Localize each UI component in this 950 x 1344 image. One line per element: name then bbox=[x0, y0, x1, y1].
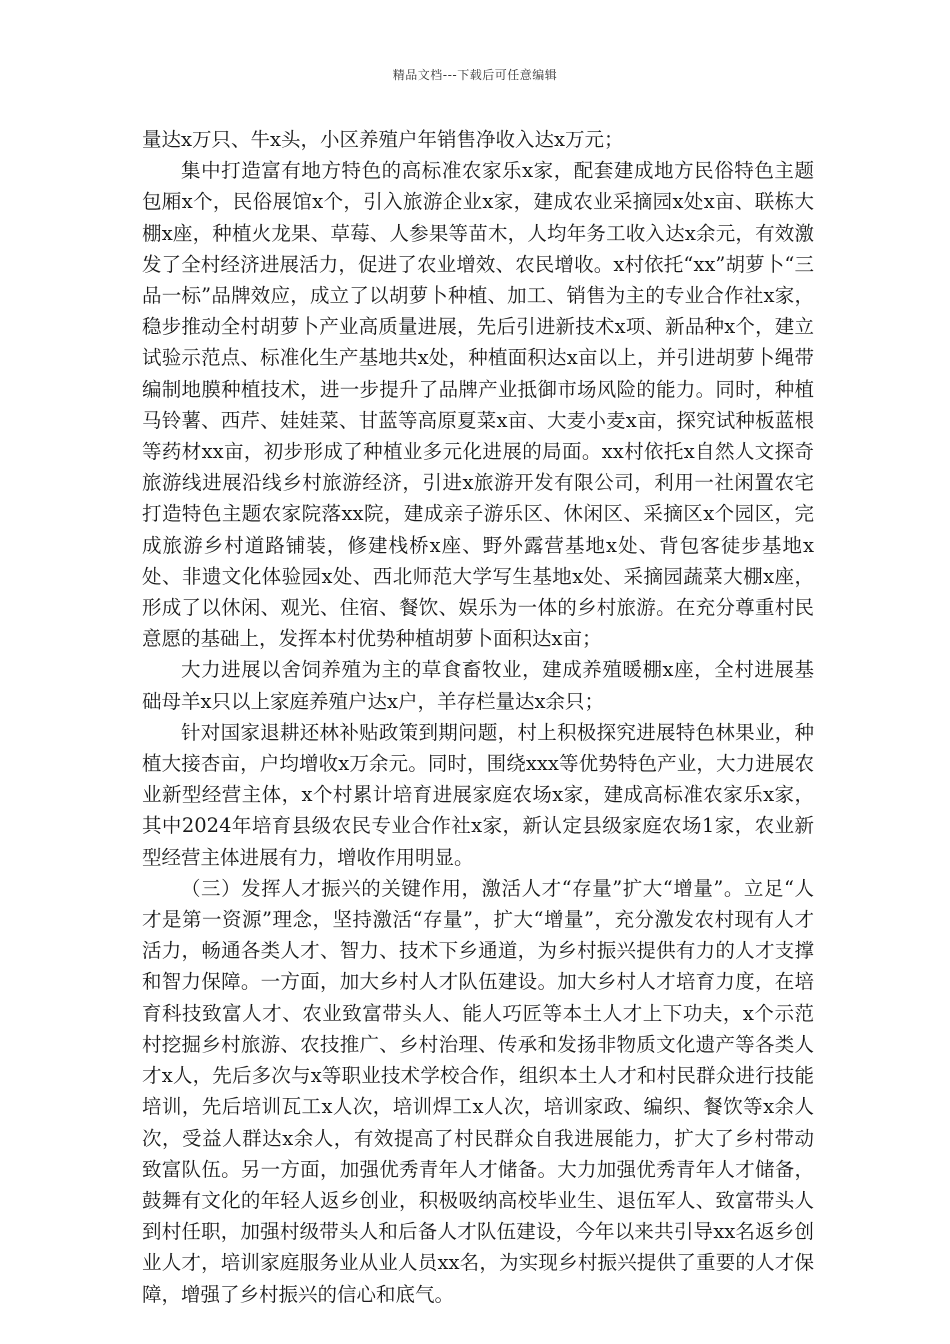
page-header: 精品文档---下载后可任意编辑 bbox=[392, 68, 558, 82]
paragraph-2: 集中打造富有地方特色的高标准农家乐x家，配套建成地方民俗特色主题包厢x个，民俗展馆x个，引入旅游企业x家，建成农业采摘园x处x亩、联栋大棚x座，种植火龙果、草莓、人参果等苗木，人均年务工收入达x余元，有效激发了全村经济进展活力，促进了农业增效、农民增收。x村依托“xx”胡萝卜“三品一标”品牌效应，成立了以胡萝卜种植、加工、销售为主的专业合作社x家，稳步推动全村胡萝卜产业高质量进展，先后引进新技术x项、新品种x个，建立试验示范点、标准化生产基地共x处，种植面积达x亩以上，并引进胡萝卜绳带编制地膜种植技术，进一步提升了品牌产业抵御市场风险的能力。同时，种植马铃薯、西芹、娃娃菜、甘蓝等高原夏菜x亩、大麦小麦x亩，探究试种板蓝根等药材xx亩，初步形成了种植业多元化进展的局面。xx村依托x自然人文探奇旅游线进展沿线乡村旅游经济，引进x旅游开发有限公司，利用一社闲置农宅打造特色主题农家院落xx院，建成亲子游乐区、休闲区、采摘区x个园区，完成旅游乡村道路铺装，修建栈桥x座、野外露营基地x处、背包客徒步基地x处、非遗文化体验园x处、西北师范大学写生基地x处、采摘园蔬菜大棚x座，形成了以休闲、观光、住宿、餐饮、娱乐为一体的乡村旅游。在充分尊重村民意愿的基础上，发挥本村优势种植胡萝卜面积达x亩； bbox=[142, 159, 814, 651]
paragraph-3: 大力进展以舍饲养殖为主的草食畜牧业，建成养殖暖棚x座，全村进展基础母羊x只以上家庭养殖户达x户，羊存栏量达x余只； bbox=[142, 658, 814, 713]
paragraph-4: 针对国家退耕还林补贴政策到期问题，村上积极探究进展特色林果业，种植大接杏亩，户均增收x万余元。同时，围绕xxx等优势特色产业，大力进展农业新型经营主体，x个村累计培育进展家庭农场x家，建成高标准农家乐x家，其中2024年培育县级农民专业合作社x家，新认定县级家庭农场1家，农业新型经营主体进展有力，增收作用明显。 bbox=[142, 720, 814, 869]
document-body bbox=[142, 124, 814, 1310]
paragraph-5: （三）发挥人才振兴的关键作用，激活人才“存量”扩大“增量”。立足“人才是第一资源”理念，坚持激活“存量”，扩大“增量”，充分激发农村现有人才活力，畅通各类人才、智力、技术下乡通道，为乡村振兴提供有力的人才支撑和智力保障。一方面，加大乡村人才队伍建设。加大乡村人才培育力度，在培育科技致富人才、农业致富带头人、能人巧匠等本土人才上下功夫，x个示范村挖掘乡村旅游、农技推广、乡村治理、传承和发扬非物质文化遗产等各类人才x人，先后多次与x等职业技术学校合作，组织本土人才和村民群众进行技能培训，先后培训瓦工x人次，培训焊工x人次，培训家政、编织、餐饮等x余人次，受益人群达x余人，有效提高了村民群众自我进展能力，扩大了乡村带动致富队伍。另一方面，加强优秀青年人才储备。大力加强优秀青年人才储备，鼓舞有文化的年轻人返乡创业，积极吸纳高校毕业生、退伍军人、致富带头人到村任职，加强村级带头人和后备人才队伍建设，今年以来共引导xx名返乡创业人才，培训家庭服务业从业人员xx名，为实现乡村振兴提供了重要的人才保障，增强了乡村振兴的信心和底气。 bbox=[142, 876, 814, 1306]
paragraph-1: 量达x万只、牛x头，小区养殖户年销售净收入达x万元； bbox=[142, 128, 624, 151]
